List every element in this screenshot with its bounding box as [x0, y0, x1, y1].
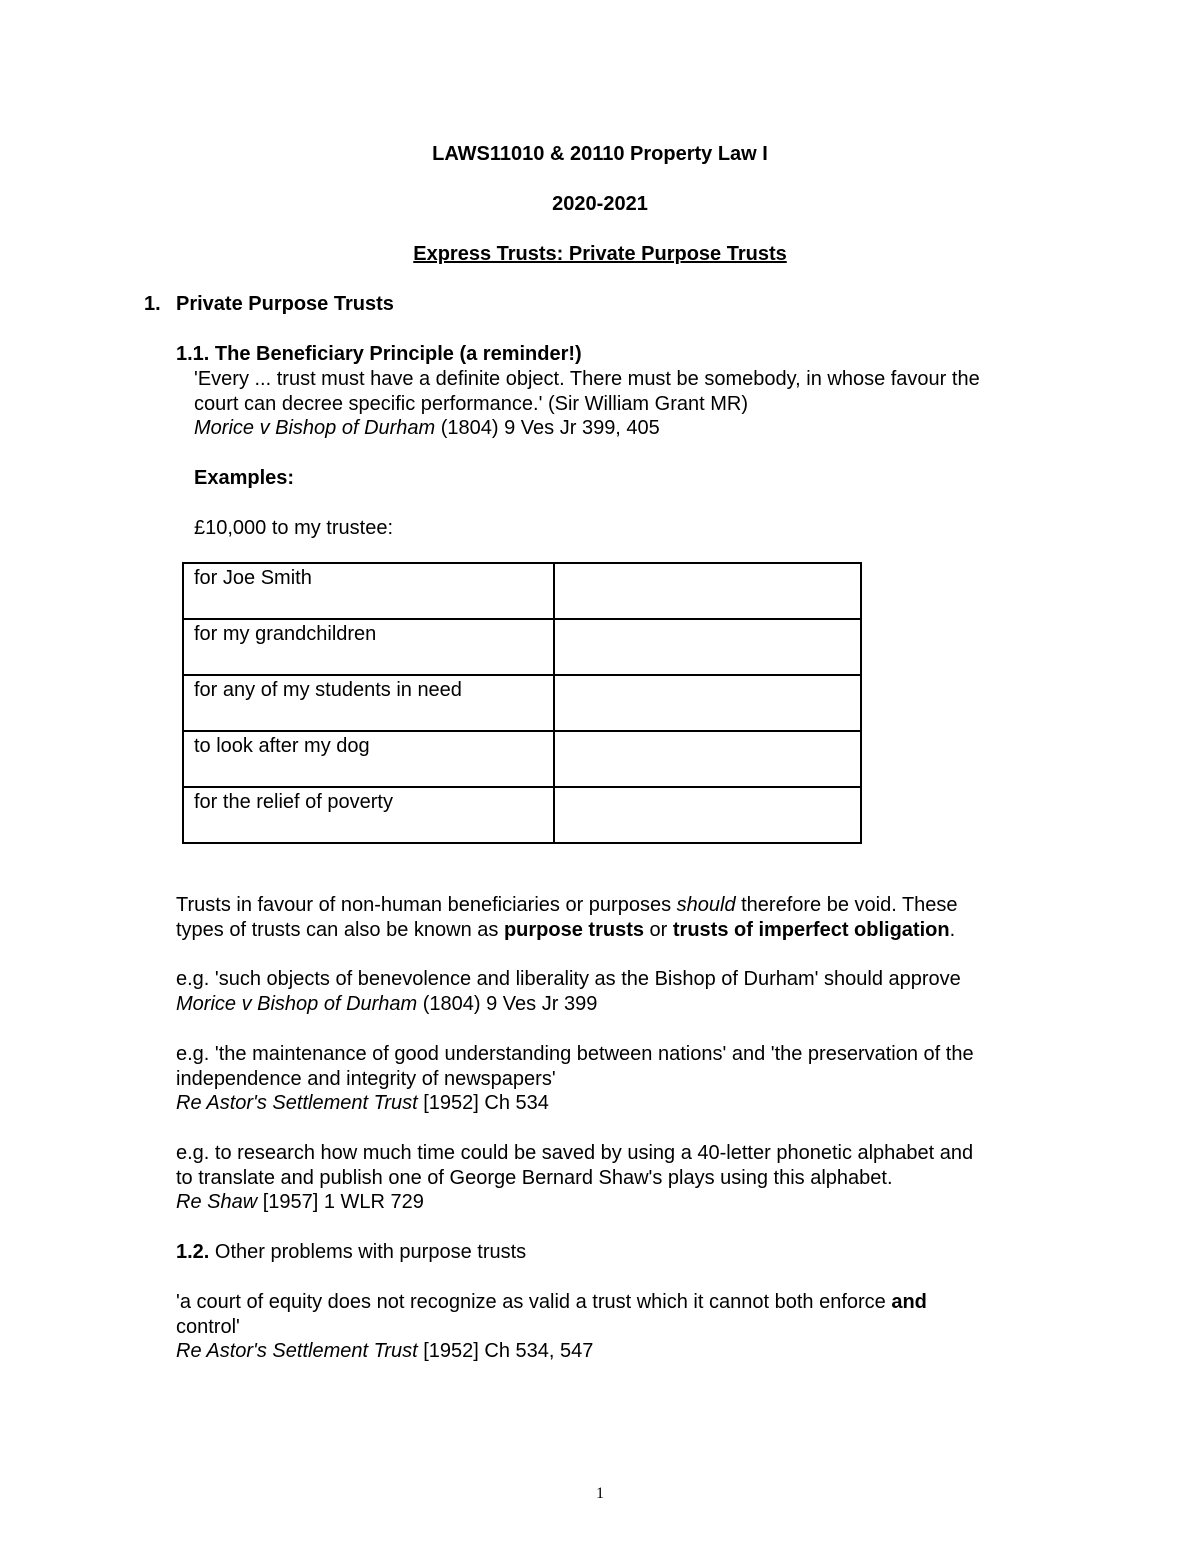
example-2-line-1: e.g. 'the maintenance of good understanding between nations' and 'the preservation of the — [176, 1043, 974, 1065]
case-citation: (1804) 9 Ves Jr 399 — [417, 992, 598, 1015]
section-1-title: Private Purpose Trusts — [176, 293, 394, 315]
table-cell-empty — [554, 787, 861, 843]
example-1-citation — [176, 992, 961, 1017]
example-3 — [176, 1141, 973, 1215]
table-row — [183, 619, 861, 675]
case-citation: [1957] 1 WLR 729 — [257, 1191, 424, 1213]
case-name: Re Astor's Settlement Trust — [176, 1092, 418, 1114]
void-line-2 — [176, 918, 958, 943]
document-title: Express Trusts: Private Purpose Trusts — [413, 243, 787, 265]
quote-line-2: court can decree specific performance.' (Sir William Grant MR) — [194, 392, 748, 415]
text-run: therefore be void. These — [735, 894, 958, 916]
table-row — [183, 787, 861, 843]
case-name: Re Shaw — [176, 1191, 258, 1213]
table-cell-empty — [554, 675, 861, 731]
table-cell-empty — [554, 563, 861, 619]
example-3-line-2: to translate and publish one of George Bernard Shaw's plays using this alphabet. — [176, 1166, 893, 1189]
control-quote-line-1 — [176, 1290, 927, 1315]
table-cell: for my grandchildren — [183, 619, 554, 675]
control-quote-citation — [176, 1339, 927, 1364]
example-1-text: e.g. 'such objects of benevolence and liberality as the Bishop of Durham' should approve — [176, 968, 961, 990]
section-1-2-heading — [176, 1240, 526, 1265]
example-2-line-2: independence and integrity of newspapers' — [176, 1067, 556, 1090]
examples-label: Examples: — [194, 467, 295, 489]
section-1-1-title: The Beneficiary Principle (a reminder!) — [214, 343, 582, 365]
text-run: Trusts in favour of non-human beneficiaries or purposes — [176, 894, 677, 916]
emphasis-should: should — [676, 894, 736, 916]
section-1-heading — [144, 292, 394, 317]
case-citation: [1952] Ch 534, 547 — [417, 1340, 594, 1362]
section-1-1-heading — [176, 342, 582, 367]
control-quote-line-2: control' — [176, 1315, 240, 1338]
term-purpose-trusts: purpose trusts — [503, 918, 644, 941]
course-title: LAWS11010 & 20110 Property Law I — [432, 143, 768, 165]
page-number: 1 — [596, 1485, 604, 1502]
table-cell-empty — [554, 731, 861, 787]
example-2-citation — [176, 1091, 974, 1116]
table-cell-empty — [554, 619, 861, 675]
beneficiary-quote — [194, 367, 980, 441]
academic-year: 2020-2021 — [552, 193, 648, 215]
case-name: Re Astor's Settlement Trust — [176, 1340, 418, 1362]
control-quote — [176, 1290, 927, 1364]
section-1-2-number: 1.2. — [176, 1241, 210, 1263]
table-cell: for any of my students in need — [183, 675, 554, 731]
table-cell: to look after my dog — [183, 731, 554, 787]
case-name: Morice v Bishop of Durham — [194, 417, 436, 439]
text-run: types of trusts can also be known as — [176, 918, 504, 941]
table-row — [183, 731, 861, 787]
text-run: 'a court of equity does not recognize as valid a trust which it cannot both enforce — [176, 1291, 892, 1313]
section-1-2-title: Other problems with purpose trusts — [209, 1241, 527, 1263]
table-row — [183, 675, 861, 731]
case-citation: (1804) 9 Ves Jr 399, 405 — [435, 417, 660, 439]
text-run: . — [949, 918, 956, 941]
table-cell: for Joe Smith — [183, 563, 554, 619]
table-row — [183, 563, 861, 619]
emphasis-and: and — [891, 1291, 927, 1313]
quote-citation — [194, 416, 980, 441]
void-paragraph — [176, 893, 958, 942]
text-run: or — [643, 918, 673, 941]
section-1-1-number: 1.1. — [176, 343, 210, 365]
case-name: Morice v Bishop of Durham — [176, 992, 418, 1015]
examples-table — [182, 562, 862, 844]
example-3-citation — [176, 1190, 973, 1215]
term-imperfect-obligation: trusts of imperfect obligation — [672, 918, 950, 941]
case-citation: [1952] Ch 534 — [417, 1092, 549, 1114]
quote-line-1: 'Every ... trust must have a definite object. There must be somebody, in whose favour the — [194, 368, 980, 390]
void-line-1 — [176, 893, 958, 918]
gift-line: £10,000 to my trustee: — [194, 517, 394, 539]
example-3-line-1: e.g. to research how much time could be saved by using a 40-letter phonetic alphabet and — [176, 1142, 974, 1164]
table-cell: for the relief of poverty — [183, 787, 554, 843]
example-1 — [176, 967, 961, 1016]
section-1-number: 1. — [144, 293, 161, 315]
example-2 — [176, 1042, 974, 1116]
